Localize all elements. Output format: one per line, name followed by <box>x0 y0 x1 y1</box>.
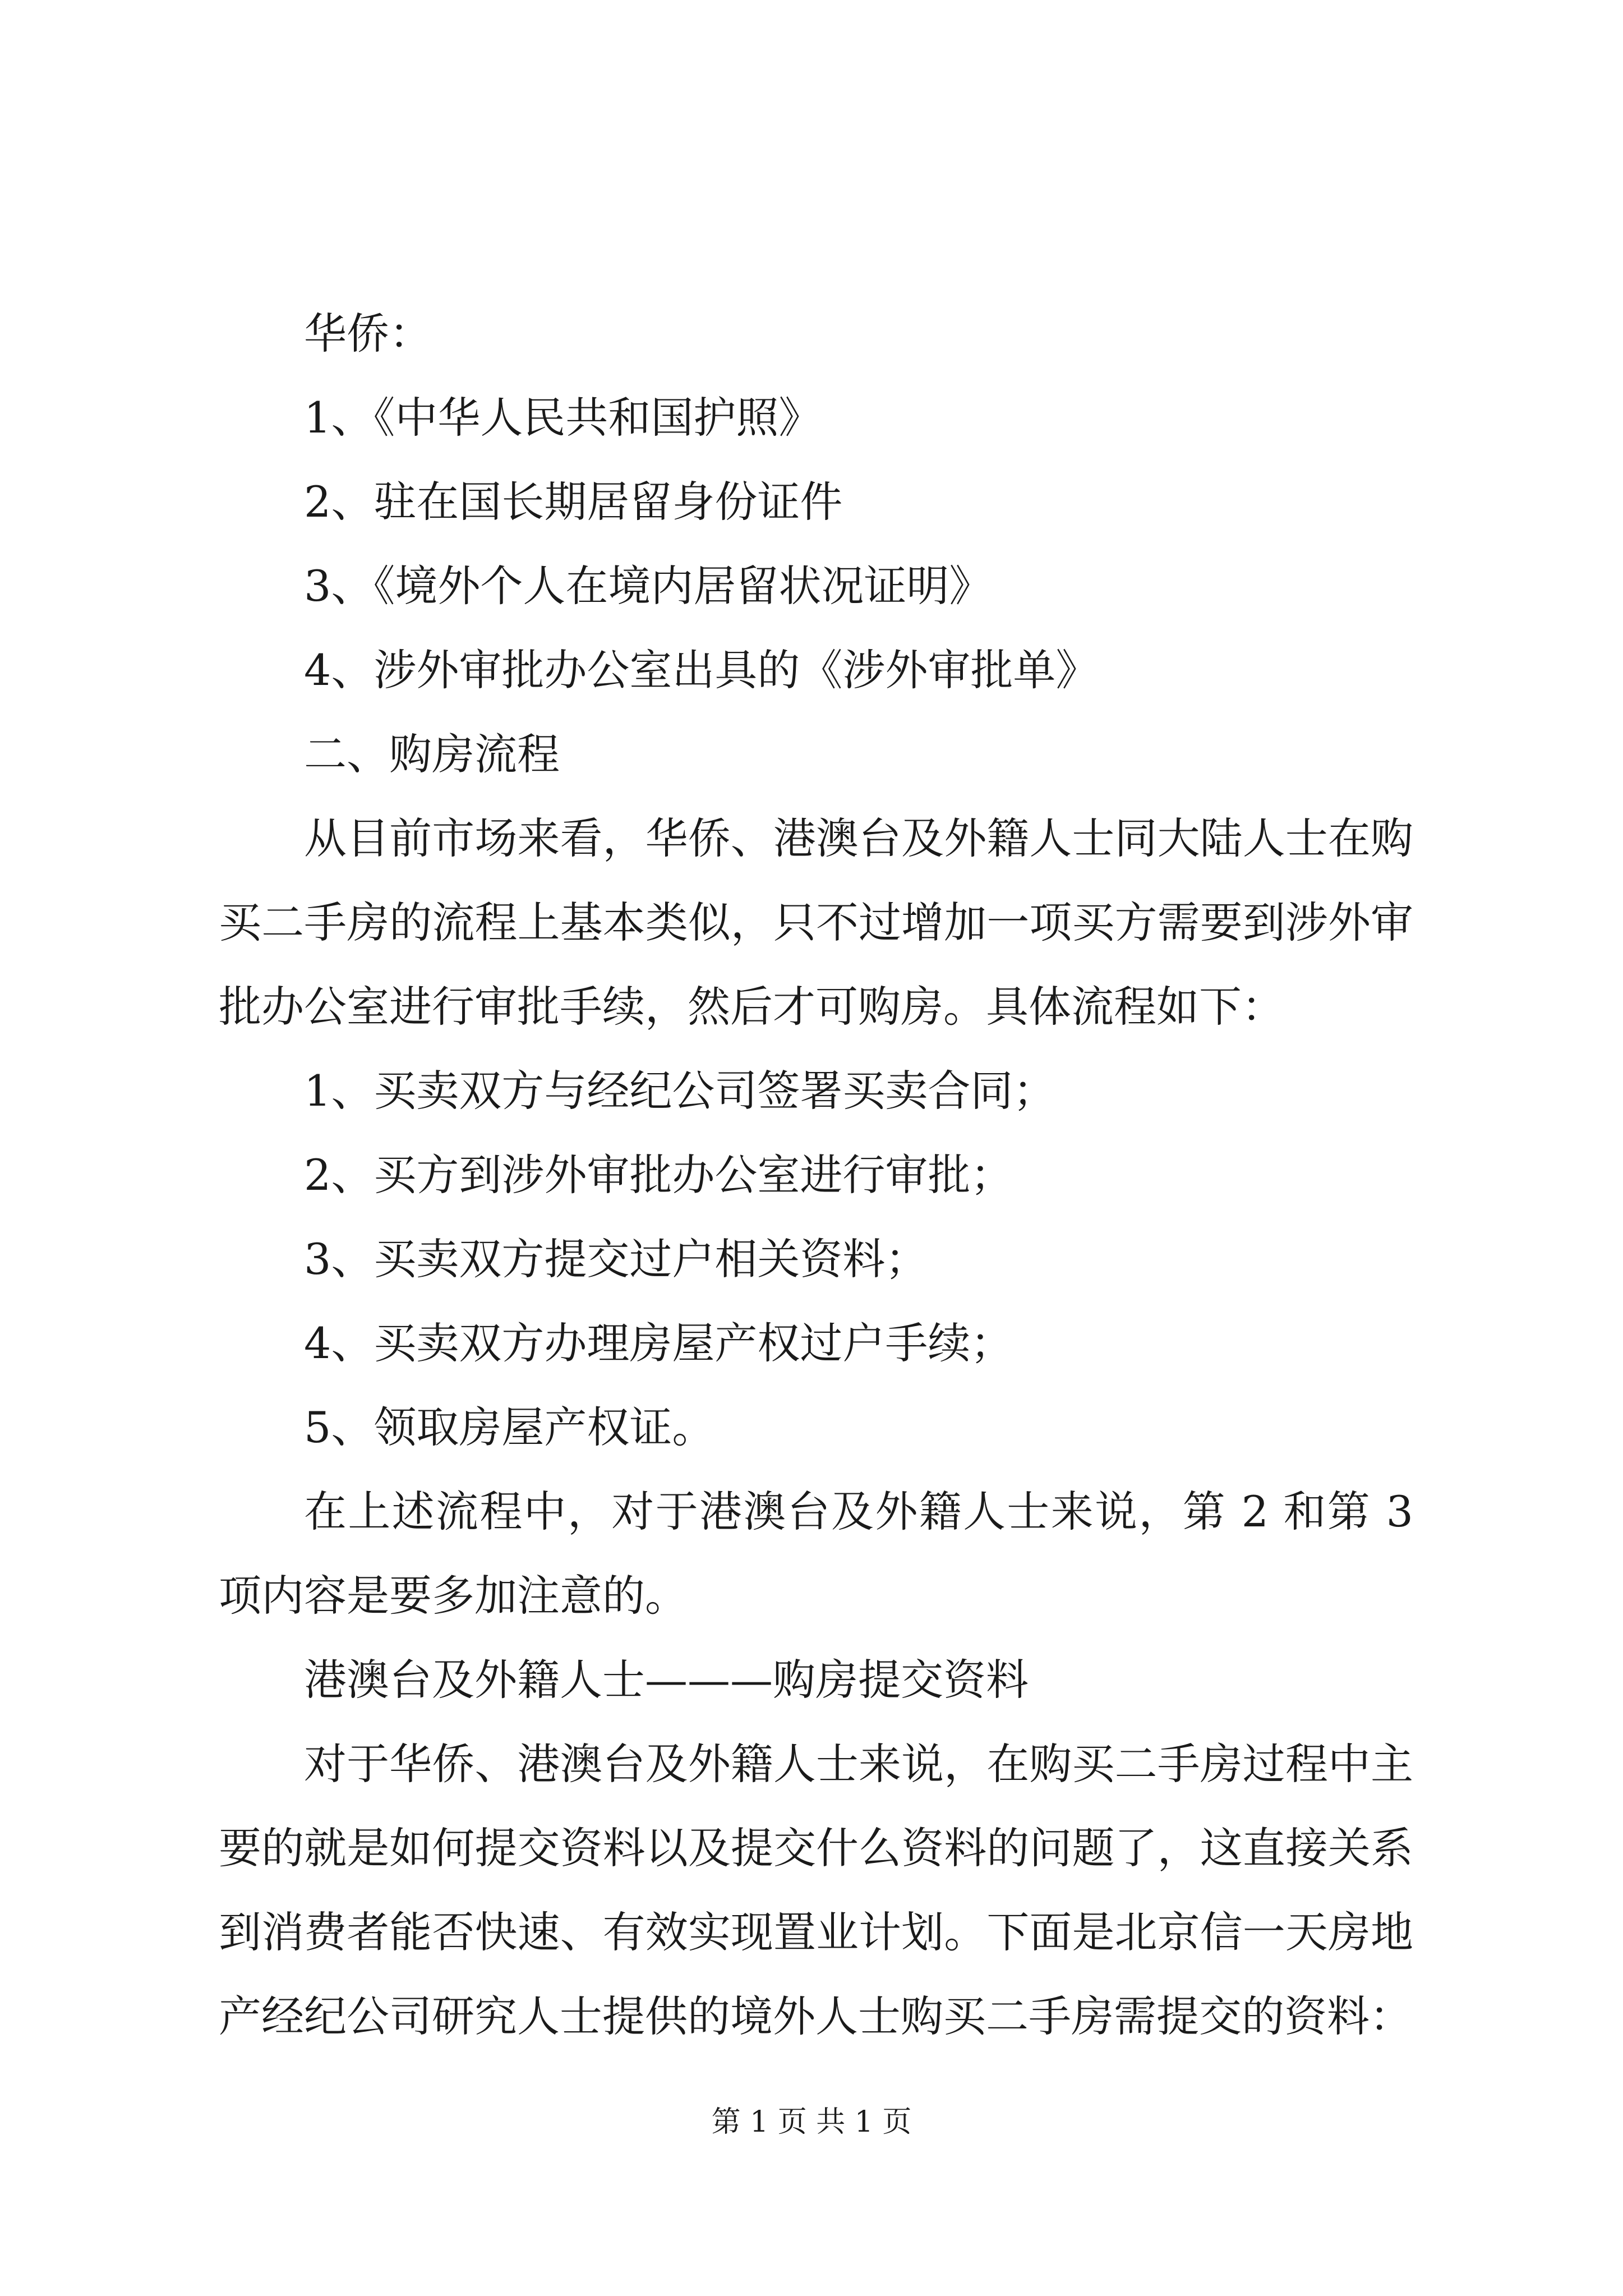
section-label-overseas-chinese: 华侨： <box>304 309 432 358</box>
list-item: 2、驻在国长期居留身份证件 <box>304 477 843 527</box>
list-item: 4、涉外审批办公室出具的《涉外审批单》 <box>304 645 1099 695</box>
document-body <box>219 292 1413 2059</box>
process-step: 5、领取房屋产权证。 <box>304 1402 715 1452</box>
section-heading-purchase-process: 二、购房流程 <box>304 729 560 779</box>
process-step: 4、买卖双方办理房屋产权过户手续； <box>304 1318 1013 1368</box>
paragraph-market-overview: 从目前市场来看，华侨、港澳台及外籍人士同大陆人士在购买二手房的流程上基本类似，只不过增加一项买方需要到涉外审批办公室进行审批手续，然后才可购房。具体流程如下： <box>219 813 1413 1032</box>
list-item: 1、《中华人民共和国护照》 <box>304 393 822 443</box>
paragraph-materials-intro: 对于华侨、港澳台及外籍人士来说，在购买二手房过程中主要的就是如何提交资料以及提交什么资料的问题了，这直接关系到消费者能否快速、有效实现置业计划。下面是北京信一天房地产经纪公司研究人士提供的境外人士购买二手房需提交的资料： <box>219 1739 1413 2041</box>
process-step: 2、买方到涉外审批办公室进行审批； <box>304 1150 1013 1200</box>
page-footer: 第 1 页 共 1 页 <box>711 2105 912 2139</box>
paragraph-attention-note: 在上述流程中，对于港澳台及外籍人士来说，第 2 和第 3 项内容是要多加注意的。 <box>219 1487 1413 1621</box>
list-item: 3、《境外个人在境内居留状况证明》 <box>304 561 992 611</box>
subheading-submission-materials: 港澳台及外籍人士———购房提交资料 <box>304 1655 1029 1705</box>
process-step: 1、买卖双方与经纪公司签署买卖合同； <box>304 1066 1056 1116</box>
process-step: 3、买卖双方提交过户相关资料； <box>304 1234 928 1284</box>
